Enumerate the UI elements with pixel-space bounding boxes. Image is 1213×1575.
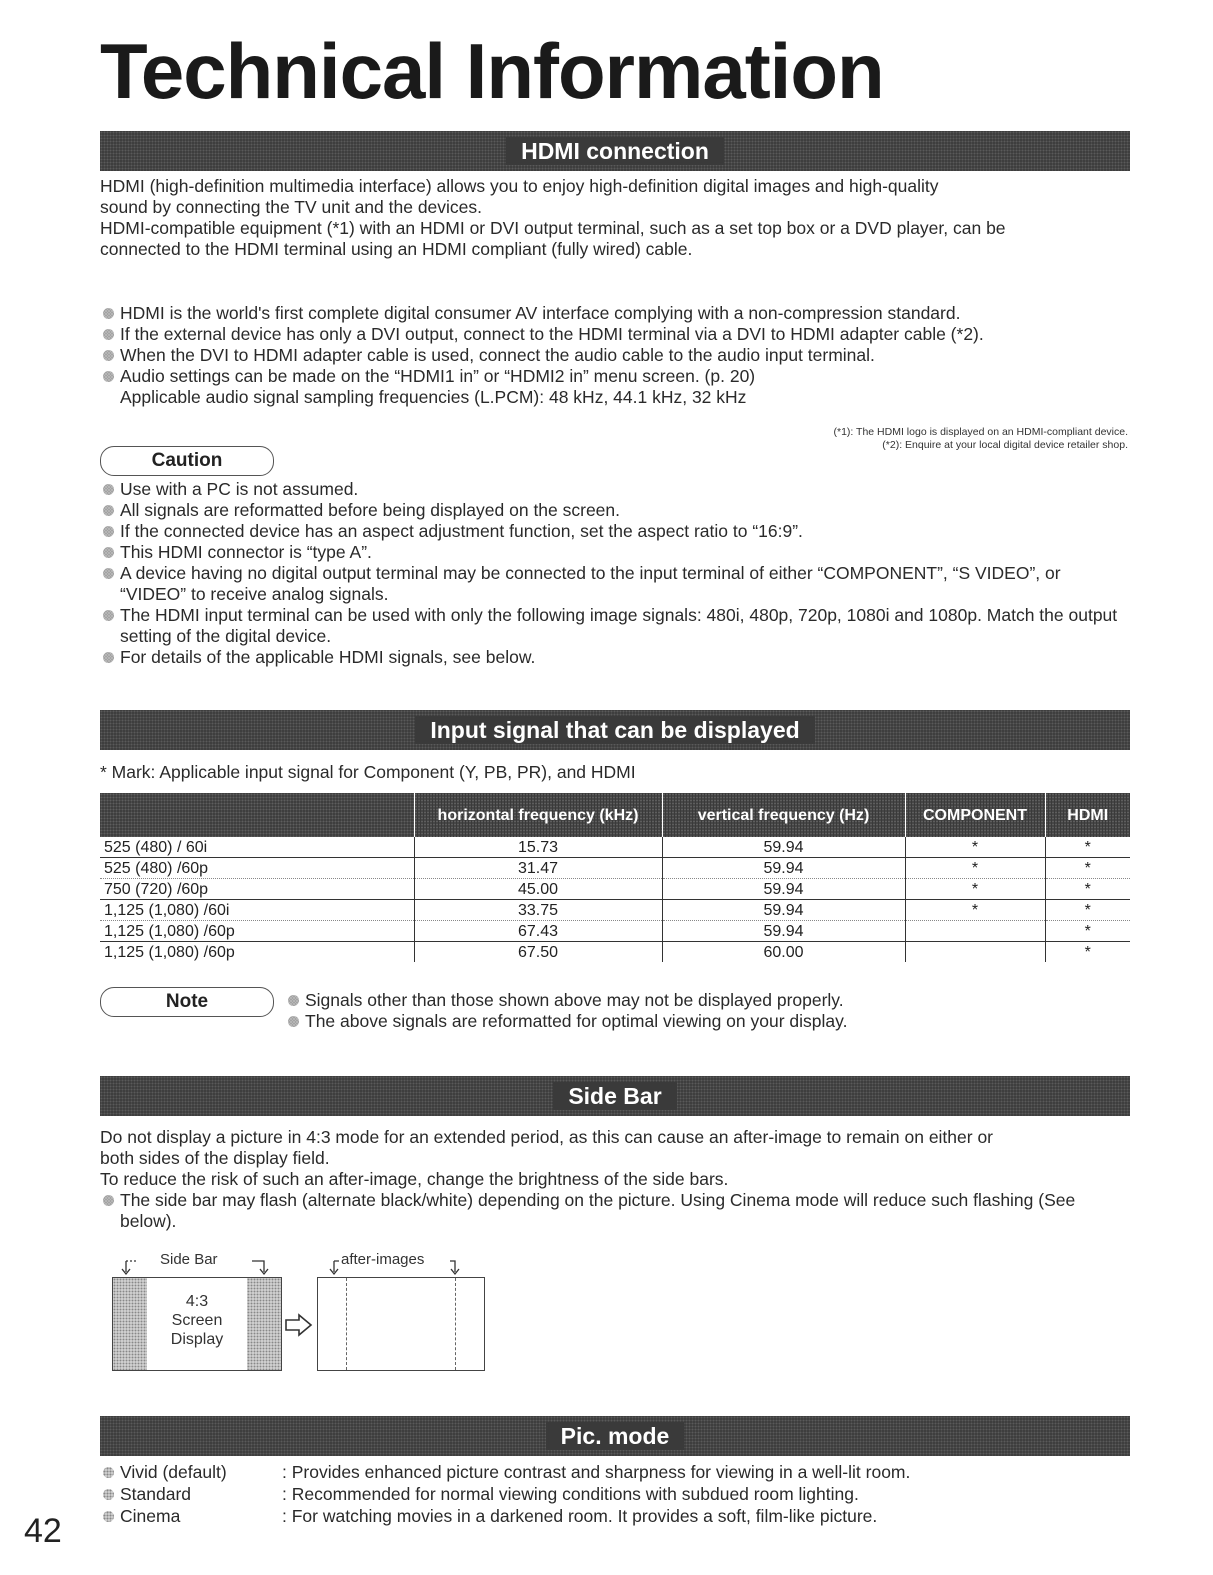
list-item: Signals other than those shown above may not be displayed properly. xyxy=(285,990,1085,1011)
note-label: Note xyxy=(100,987,274,1017)
list-item: HDMI is the world's first complete digital consumer AV interface complying with a non-compression standard. xyxy=(100,303,1140,324)
after-images-label-bracket: after-images xyxy=(317,1252,487,1278)
caution-list xyxy=(100,479,1130,668)
side-bar-left xyxy=(113,1278,147,1370)
side-bar-bullets xyxy=(100,1190,1110,1232)
table-row: 750 (720) /60p 45.00 59.94 * * xyxy=(100,879,1130,900)
list-item: This HDMI connector is “type A”. xyxy=(100,542,1130,563)
list-item: When the DVI to HDMI adapter cable is used, connect the audio cable to the audio input terminal. xyxy=(100,345,1140,366)
list-item: The above signals are reformatted for optimal viewing on your display. xyxy=(285,1011,1085,1032)
mark-note: * Mark: Applicable input signal for Component (Y, PB, PR), and HDMI xyxy=(100,762,636,782)
table-row: 525 (480) /60p 31.47 59.94 * * xyxy=(100,858,1130,879)
side-bar-diagram xyxy=(112,1252,512,1374)
caution-label: Caution xyxy=(100,446,274,476)
table-header: vertical frequency (Hz) xyxy=(662,793,905,837)
table-row: 1,125 (1,080) /60p 67.50 60.00 * xyxy=(100,942,1130,963)
side-bar-label-bracket: Side Bar xyxy=(112,1252,280,1278)
hdmi-bullet-list xyxy=(100,303,1140,387)
list-item: Use with a PC is not assumed. xyxy=(100,479,1130,500)
table-header: horizontal frequency (kHz) xyxy=(414,793,662,837)
section-heading-pic-mode: Pic. mode xyxy=(100,1416,1130,1456)
page-number: 42 xyxy=(24,1512,62,1550)
list-item: Audio settings can be made on the “HDMI1 in” or “HDMI2 in” menu screen. (p. 20) xyxy=(100,366,1140,387)
table-header: COMPONENT xyxy=(905,793,1045,837)
section-heading-side-bar: Side Bar xyxy=(100,1076,1130,1116)
list-item: The side bar may flash (alternate black/white) depending on the picture. Using Cinema mode will reduce such flashing (See below). xyxy=(100,1190,1110,1232)
note-list xyxy=(285,990,1085,1032)
table-header xyxy=(100,793,414,837)
table-row: 525 (480) / 60i 15.73 59.94 * * xyxy=(100,837,1130,858)
list-item: The HDMI input terminal can be used with only the following image signals: 480i, 480p, 720p, 1080i and 1080p. Match the output setting of the digital device. xyxy=(100,605,1130,647)
section-heading-input-signal: Input signal that can be displayed xyxy=(100,710,1130,750)
screen-after-images xyxy=(317,1277,485,1371)
list-item: If the external device has only a DVI output, connect to the HDMI terminal via a DVI to HDMI adapter cable (*2). xyxy=(100,324,1140,345)
screen-4-3 xyxy=(112,1277,282,1371)
list-item: All signals are reformatted before being displayed on the screen. xyxy=(100,500,1130,521)
signal-table xyxy=(100,793,1130,962)
screen-label: 4:3 Screen Display xyxy=(170,1293,224,1348)
audio-frequencies: Applicable audio signal sampling frequencies (L.PCM): 48 kHz, 44.1 kHz, 32 kHz xyxy=(120,387,747,407)
list-item: If the connected device has an aspect adjustment function, set the aspect ratio to “16:9”. xyxy=(100,521,1130,542)
table-row: 1,125 (1,080) /60p 67.43 59.94 * xyxy=(100,921,1130,942)
table-row: 1,125 (1,080) /60i 33.75 59.94 * * xyxy=(100,900,1130,921)
section-heading-hdmi: HDMI connection xyxy=(100,131,1130,171)
side-bar-right xyxy=(247,1278,281,1370)
list-item: For details of the applicable HDMI signals, see below. xyxy=(100,647,1130,668)
footnotes: (*1): The HDMI logo is displayed on an HDMI-compliant device. (*2): Enquire at your local digital device retailer shop. xyxy=(833,426,1128,451)
hdmi-intro: HDMI (high-definition multimedia interface) allows you to enjoy high-definition digital images and high-quality sound by connecting the TV unit and the devices. HDMI-compatible equipment (*1) with an HDMI or DVI output terminal, such as a set top box or a DVD player, can be connected to the HDMI terminal using an HDMI compliant (fully wired) cable. xyxy=(100,176,1006,259)
side-bar-text: Do not display a picture in 4:3 mode for an extended period, as this can cause an after-image to remain on either or both sides of the display field. To reduce the risk of such an after-image, change the brightness of the side bars. xyxy=(100,1127,994,1189)
list-item: A device having no digital output terminal may be connected to the input terminal of either “COMPONENT”, “S VIDEO”, or “VIDEO” to receive analog signals. xyxy=(100,563,1130,605)
page-title: Technical Information xyxy=(100,27,884,115)
arrow-right-icon xyxy=(283,1312,315,1338)
table-header: HDMI xyxy=(1045,793,1130,837)
